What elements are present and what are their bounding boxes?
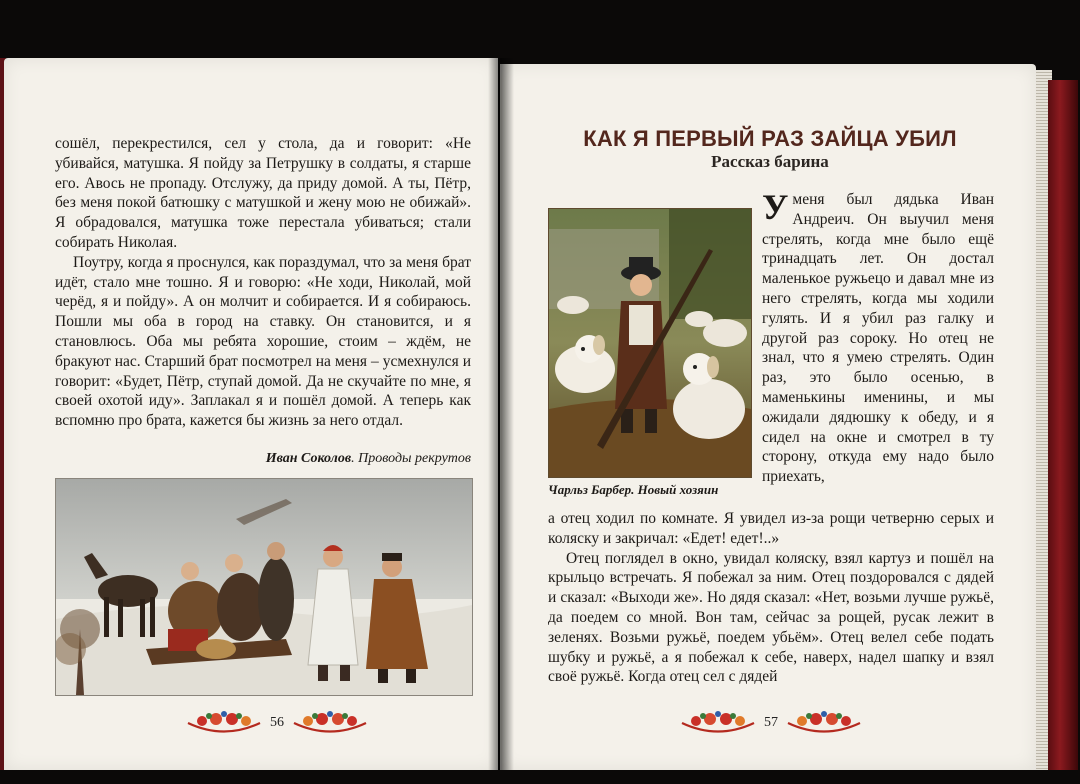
story-title: КАК Я ПЕРВЫЙ РАЗ ЗАЙЦА УБИЛ: [583, 126, 957, 151]
flower-ornament-icon: [786, 708, 862, 738]
caption-title: . Проводы рекрутов: [351, 451, 471, 466]
column-paragraph: меня был дядька Иван Андреич. Он выучил меня стрелять, когда мне было ещё тринадцать лет. Он достал маленькое ружьецо и давал мне из него стрелять, когда мы ходили гулять. И я убил раз галку и другой раз сороку. Но отец не знал, что я умею стрелять. Один раз, это было осенью, в маменькины именины, и мы ожидали дядюшку к обеду, и я сидел на окне и смотрел в ту сторону, откуда ему надо было приехать,: [762, 191, 994, 486]
book-cover-edge-right: [1048, 80, 1078, 770]
left-paragraph-1: сошёл, перекрестился, сел у стола, да и говорит: «Не убивайся, матушка. Я пойду за Петрушку в солдаты, я старше его. Авось не пропаду. Отслужу, да приду домой. А ты, Пётр, без меня покой батюшку с матушкой и жену мою не обижай». Я обрадовался, матушка тоже перестала убиваться; стали собирать Николая.: [55, 135, 471, 251]
right-page-footer: [680, 708, 862, 738]
right-column-text: [762, 187, 994, 487]
left-paragraph-2: Поутру, когда я проснулся, как пораздумал, что за меня брат идёт, стало мне тошно. Я и говорю: «Не ходи, Николай, мой черёд, я и пойду». А он молчит и собирается. И я собираюсь. Пошли мы оба в город на ставку. Он становится, и я становлюсь. Оба мы ребята хорошие, стоим – ждём, не бракуют нас. Старший брат посмотрел на меня – усмехнулся и говорит: «Будет, Пётр, ступай домой. Да не скучайте по мне, я своей охотой иду». Заплакал я и пошёл домой. А теперь как вспомню про брата, кажется бы жизнь за него отдал.: [55, 253, 471, 430]
right-page: [500, 64, 1036, 770]
flower-ornament-icon: [186, 708, 262, 738]
page-number: 57: [764, 715, 778, 730]
left-painting-caption: [55, 451, 471, 467]
right-paragraph-1: а отец ходил по комнате. Я увидел из-за рощи четверню серых и коляску и закричал: «Едет! едет!..»: [548, 510, 994, 547]
flower-ornament-icon: [292, 708, 368, 738]
drop-cap: У: [762, 187, 789, 227]
painting-new-owner: [548, 208, 752, 478]
left-page-text: [55, 134, 471, 431]
book-spine: [488, 58, 514, 770]
right-full-text: [548, 509, 994, 687]
caption-author: Иван Соколов: [265, 451, 352, 466]
painting-recruits-image: [56, 479, 472, 695]
flower-ornament-icon: [680, 708, 756, 738]
left-page: [4, 58, 498, 770]
right-painting-caption: Чарльз Барбер. Новый хозяин: [548, 482, 719, 497]
left-page-footer: [186, 708, 368, 738]
right-paragraph-2: Отец поглядел в окно, увидал коляску, взял картуз и пошёл на крыльцо встречать. Я побежал за ним. Отец поздоровался с дядей и сказал: «Выходи же». Но дядя сказал: «Нет, возьми лучше ружьё, да поедем со мной. Вон там, сейчас за рощей, русак лежит в зеленях. Возьми ружьё, поедем убьём». Отец велел себе подать шубку и ружьё, а я побежал к себе, наверх, надел шапку и взял своё ружьё. Когда отец сел с дядей: [548, 549, 994, 686]
page-number: 56: [270, 715, 284, 730]
painting-new-owner-image: [549, 209, 751, 477]
painting-recruits-farewell: [55, 478, 473, 696]
story-subtitle: Рассказ барина: [711, 152, 829, 171]
